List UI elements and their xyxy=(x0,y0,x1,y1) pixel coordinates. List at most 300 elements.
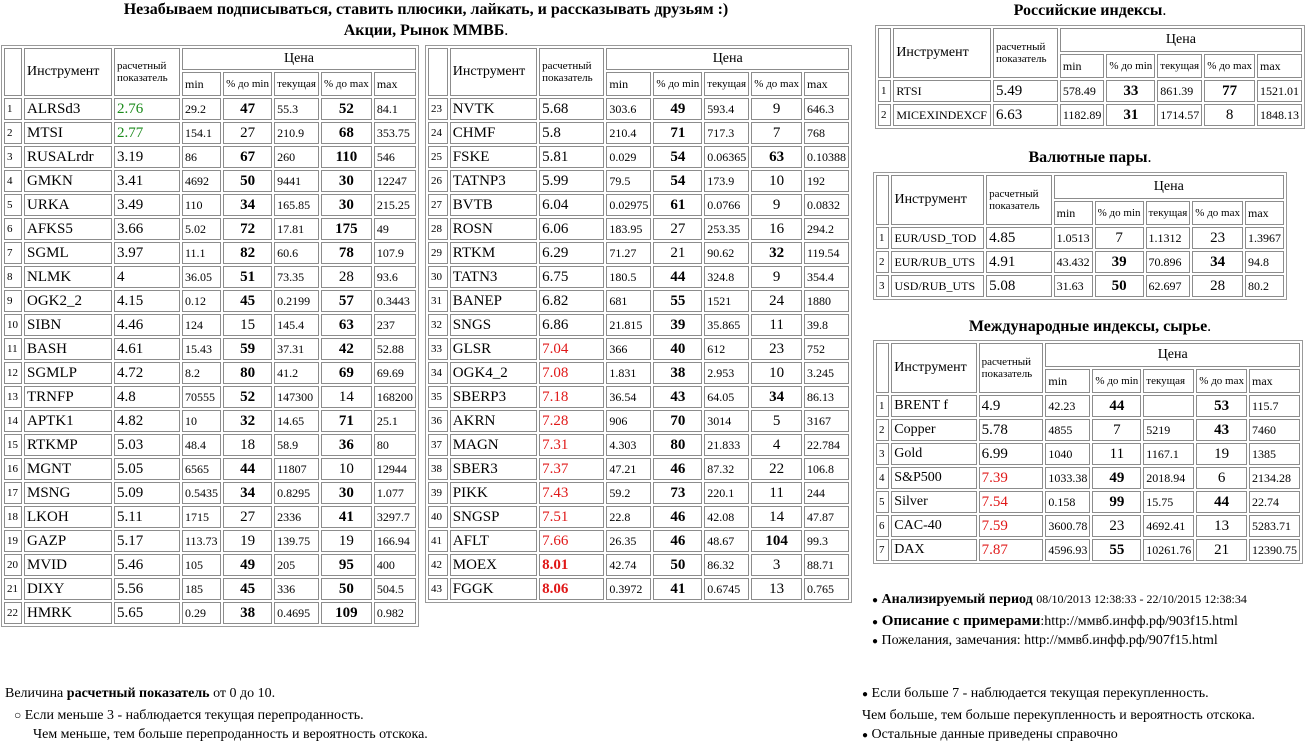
pct-max-cell: 69 xyxy=(321,362,372,384)
header-price: Цена xyxy=(606,48,849,70)
table-row xyxy=(428,170,849,192)
instrument-cell: Gold xyxy=(891,443,976,465)
table-row xyxy=(428,146,849,168)
pct-min-cell: 59 xyxy=(223,338,272,360)
table-row xyxy=(4,314,416,336)
pct-min-cell: 39 xyxy=(653,314,702,336)
min-cell: 6565 xyxy=(182,458,221,480)
ru-indices-title-dot: . xyxy=(1162,2,1167,19)
calc-value: 6.86 xyxy=(539,314,604,336)
stocks-table-left xyxy=(1,45,419,627)
header-pct-min: % до min xyxy=(223,72,272,96)
current-cell: 0.06365 xyxy=(704,146,749,168)
max-cell: 166.94 xyxy=(374,530,416,552)
min-cell: 1182.89 xyxy=(1060,104,1105,126)
table-row xyxy=(428,242,849,264)
current-cell: 21.833 xyxy=(704,434,749,456)
current-cell: 593.4 xyxy=(704,98,749,120)
instrument-cell: URKA xyxy=(24,194,112,216)
table-row xyxy=(4,602,416,624)
table-row xyxy=(4,434,416,456)
pct-min-cell: 71 xyxy=(653,122,702,144)
row-number: 7 xyxy=(4,242,22,264)
row-number: 15 xyxy=(4,434,22,456)
instrument-cell: BANEP xyxy=(450,290,537,312)
instrument-cell: MVID xyxy=(24,554,112,576)
row-number: 38 xyxy=(428,458,448,480)
table-row xyxy=(428,218,849,240)
instrument-cell: SGML xyxy=(24,242,112,264)
pct-min-cell: 33 xyxy=(1106,80,1155,102)
min-cell: 366 xyxy=(606,338,651,360)
max-cell: 86.13 xyxy=(804,386,849,408)
instrument-cell: TATNP3 xyxy=(450,170,537,192)
max-cell: 5283.71 xyxy=(1249,515,1300,537)
calc-value: 8.06 xyxy=(539,578,604,600)
row-number: 6 xyxy=(876,515,889,537)
fx-title-text: Валютные пары xyxy=(1028,149,1148,166)
row-number: 14 xyxy=(4,410,22,432)
pct-max-cell: 63 xyxy=(321,314,372,336)
current-cell: 2018.94 xyxy=(1143,467,1194,489)
current-cell: 2.953 xyxy=(704,362,749,384)
pct-min-cell: 27 xyxy=(223,506,272,528)
pct-max-cell: 23 xyxy=(751,338,802,360)
max-cell: 1385 xyxy=(1249,443,1300,465)
min-cell: 11.1 xyxy=(182,242,221,264)
pct-min-cell: 18 xyxy=(223,434,272,456)
header-pct-min: % до min xyxy=(653,72,702,96)
pct-max-cell: 77 xyxy=(1204,80,1255,102)
table-row xyxy=(4,218,416,240)
period-label: Анализируемый период xyxy=(881,592,1033,607)
max-cell: 69.69 xyxy=(374,362,416,384)
header-row xyxy=(876,175,1284,199)
fx-table xyxy=(873,172,1287,300)
pct-max-cell: 50 xyxy=(321,578,372,600)
min-cell: 5.02 xyxy=(182,218,221,240)
pct-min-cell: 34 xyxy=(223,482,272,504)
row-number: 30 xyxy=(428,266,448,288)
pct-max-cell: 104 xyxy=(751,530,802,552)
max-cell: 84.1 xyxy=(374,98,416,120)
current-cell: 1.1312 xyxy=(1146,227,1191,249)
bullet-icon: ● xyxy=(872,636,879,647)
calc-value: 3.49 xyxy=(114,194,180,216)
max-cell: 39.8 xyxy=(804,314,849,336)
instrument-cell: SGMLP xyxy=(24,362,112,384)
period-line xyxy=(872,592,1247,608)
calc-value: 4.61 xyxy=(114,338,180,360)
table-row xyxy=(4,554,416,576)
pct-min-cell: 46 xyxy=(653,506,702,528)
instrument-cell: AFKS5 xyxy=(24,218,112,240)
instrument-cell: TRNFP xyxy=(24,386,112,408)
row-number: 42 xyxy=(428,554,448,576)
current-cell: 145.4 xyxy=(274,314,319,336)
min-cell: 59.2 xyxy=(606,482,651,504)
pct-max-cell: 52 xyxy=(321,98,372,120)
pct-max-cell: 10 xyxy=(751,170,802,192)
calc-value: 5.68 xyxy=(539,98,604,120)
pct-min-cell: 50 xyxy=(223,170,272,192)
header-instrument: Инструмент xyxy=(893,28,991,78)
instrument-cell: SNGS xyxy=(450,314,537,336)
table-row xyxy=(428,506,849,528)
header-calc: расчетный показатель xyxy=(539,48,604,96)
current-cell: 35.865 xyxy=(704,314,749,336)
instrument-cell: CAC-40 xyxy=(891,515,976,537)
table-row xyxy=(876,419,1300,441)
pct-min-cell: 70 xyxy=(653,410,702,432)
max-cell: 353.75 xyxy=(374,122,416,144)
row-number: 40 xyxy=(428,506,448,528)
min-cell: 185 xyxy=(182,578,221,600)
calc-value: 5.46 xyxy=(114,554,180,576)
max-cell: 0.10388 xyxy=(804,146,849,168)
table-row xyxy=(4,386,416,408)
pct-min-cell: 43 xyxy=(653,386,702,408)
current-cell: 0.4695 xyxy=(274,602,319,624)
pct-min-cell: 15 xyxy=(223,314,272,336)
table-row xyxy=(4,410,416,432)
current-cell: 2336 xyxy=(274,506,319,528)
current-cell: 0.2199 xyxy=(274,290,319,312)
min-cell: 4.303 xyxy=(606,434,651,456)
min-cell: 8.2 xyxy=(182,362,221,384)
pct-max-cell: 110 xyxy=(321,146,372,168)
calc-value: 5.03 xyxy=(114,434,180,456)
calc-value: 4.15 xyxy=(114,290,180,312)
calc-value: 5.65 xyxy=(114,602,180,624)
calc-value: 5.05 xyxy=(114,458,180,480)
table-row xyxy=(876,251,1284,273)
pct-max-cell: 11 xyxy=(751,482,802,504)
row-number: 8 xyxy=(4,266,22,288)
pct-min-cell: 99 xyxy=(1092,491,1141,513)
intl-table xyxy=(873,340,1303,564)
max-cell: 80.2 xyxy=(1245,275,1284,297)
header-min: min xyxy=(1060,54,1105,78)
max-cell: 192 xyxy=(804,170,849,192)
header-line2-text: Акции, Рынок ММВБ xyxy=(343,22,505,39)
current-cell: 220.1 xyxy=(704,482,749,504)
table-row xyxy=(878,80,1302,102)
row-number: 13 xyxy=(4,386,22,408)
instrument-cell: USD/RUB_UTS xyxy=(891,275,984,297)
min-cell: 1.0513 xyxy=(1054,227,1093,249)
pct-min-cell: 61 xyxy=(653,194,702,216)
max-cell: 0.0832 xyxy=(804,194,849,216)
calc-value: 6.82 xyxy=(539,290,604,312)
header-price: Цена xyxy=(182,48,416,70)
row-number: 27 xyxy=(428,194,448,216)
max-cell: 1848.13 xyxy=(1257,104,1302,126)
pct-min-cell: 45 xyxy=(223,578,272,600)
ru-indices-table xyxy=(875,25,1305,129)
instrument-cell: MSNG xyxy=(24,482,112,504)
footer-r2: Чем больше, тем больше перекупленность и вероятность отскока. xyxy=(862,708,1256,723)
instrument-cell: BASH xyxy=(24,338,112,360)
current-cell: 62.697 xyxy=(1146,275,1191,297)
pct-max-cell: 43 xyxy=(1196,419,1247,441)
current-cell: 15.75 xyxy=(1143,491,1194,513)
header-calc: расчетный показатель xyxy=(114,48,180,96)
current-cell: 11807 xyxy=(274,458,319,480)
instrument-cell: RTKM xyxy=(450,242,537,264)
header-instrument: Инструмент xyxy=(24,48,112,96)
calc-value: 7.28 xyxy=(539,410,604,432)
min-cell: 4692 xyxy=(182,170,221,192)
row-number: 3 xyxy=(876,443,889,465)
pct-max-cell: 5 xyxy=(751,410,802,432)
table-row xyxy=(876,467,1300,489)
calc-value: 5.56 xyxy=(114,578,180,600)
current-cell: 10261.76 xyxy=(1143,539,1194,561)
table-row xyxy=(876,227,1284,249)
current-cell: 205 xyxy=(274,554,319,576)
min-cell: 36.54 xyxy=(606,386,651,408)
max-cell: 22.784 xyxy=(804,434,849,456)
desc-link[interactable]: :http://ммвб.инфф.рф/903f15.html xyxy=(1040,614,1238,629)
calc-value: 4.82 xyxy=(114,410,180,432)
header-price: Цена xyxy=(1054,175,1284,199)
current-cell: 90.62 xyxy=(704,242,749,264)
current-cell: 37.31 xyxy=(274,338,319,360)
min-cell: 0.29 xyxy=(182,602,221,624)
header-line2-dot: . xyxy=(504,22,509,39)
footer-r3-text: Остальные данные приведены справочно xyxy=(871,727,1118,742)
pct-max-cell: 53 xyxy=(1196,395,1247,417)
row-number: 12 xyxy=(4,362,22,384)
max-cell: 1.3967 xyxy=(1245,227,1284,249)
pct-max-cell: 24 xyxy=(751,290,802,312)
pct-max-cell: 34 xyxy=(1192,251,1243,273)
calc-value: 5.99 xyxy=(539,170,604,192)
max-cell: 400 xyxy=(374,554,416,576)
instrument-cell: AFLT xyxy=(450,530,537,552)
max-cell: 12390.75 xyxy=(1249,539,1300,561)
pct-max-cell: 9 xyxy=(751,98,802,120)
max-cell: 12944 xyxy=(374,458,416,480)
pct-max-cell: 13 xyxy=(1196,515,1247,537)
instrument-cell: SNGSP xyxy=(450,506,537,528)
header-pct-min: % до min xyxy=(1106,54,1155,78)
max-cell: 12247 xyxy=(374,170,416,192)
calc-value: 7.37 xyxy=(539,458,604,480)
pct-min-cell: 55 xyxy=(653,290,702,312)
current-cell: 1521 xyxy=(704,290,749,312)
pct-max-cell: 41 xyxy=(321,506,372,528)
instrument-cell: RTKMP xyxy=(24,434,112,456)
instrument-cell: Copper xyxy=(891,419,976,441)
pct-max-cell: 21 xyxy=(1196,539,1247,561)
table-row xyxy=(428,338,849,360)
min-cell: 42.74 xyxy=(606,554,651,576)
instrument-cell: S&P500 xyxy=(891,467,976,489)
row-number: 33 xyxy=(428,338,448,360)
header-line2 xyxy=(0,22,852,40)
instrument-cell: FGGK xyxy=(450,578,537,600)
max-cell: 504.5 xyxy=(374,578,416,600)
instrument-cell: PIKK xyxy=(450,482,537,504)
table-row xyxy=(4,338,416,360)
current-cell: 17.81 xyxy=(274,218,319,240)
calc-value: 6.04 xyxy=(539,194,604,216)
calc-value: 5.11 xyxy=(114,506,180,528)
pct-max-cell: 30 xyxy=(321,170,372,192)
max-cell: 0.765 xyxy=(804,578,849,600)
min-cell: 47.21 xyxy=(606,458,651,480)
header-row xyxy=(878,28,1302,52)
current-cell: 173.9 xyxy=(704,170,749,192)
row-number: 6 xyxy=(4,218,22,240)
pct-min-cell: 44 xyxy=(223,458,272,480)
pct-max-cell: 44 xyxy=(1196,491,1247,513)
pct-min-cell: 38 xyxy=(223,602,272,624)
table-row xyxy=(428,290,849,312)
min-cell: 0.158 xyxy=(1045,491,1090,513)
max-cell: 7460 xyxy=(1249,419,1300,441)
row-number: 3 xyxy=(4,146,22,168)
current-cell: 1714.57 xyxy=(1157,104,1202,126)
current-cell: 336 xyxy=(274,578,319,600)
table-row xyxy=(4,146,416,168)
calc-value: 5.09 xyxy=(114,482,180,504)
header-blank xyxy=(876,343,889,393)
instrument-cell: HMRK xyxy=(24,602,112,624)
pct-max-cell: 4 xyxy=(751,434,802,456)
header-min: min xyxy=(1045,369,1090,393)
footer-r3 xyxy=(862,727,1118,743)
pct-min-cell: 45 xyxy=(223,290,272,312)
table-row xyxy=(428,434,849,456)
current-cell: 42.08 xyxy=(704,506,749,528)
max-cell: 1880 xyxy=(804,290,849,312)
instrument-cell: MOEX xyxy=(450,554,537,576)
header-price: Цена xyxy=(1060,28,1302,52)
pct-min-cell: 46 xyxy=(653,458,702,480)
pct-min-cell: 46 xyxy=(653,530,702,552)
current-cell: 1167.1 xyxy=(1143,443,1194,465)
min-cell: 578.49 xyxy=(1060,80,1105,102)
circle-bullet-icon: ○ xyxy=(14,708,22,722)
pct-min-cell: 47 xyxy=(223,98,272,120)
pct-max-cell: 14 xyxy=(751,506,802,528)
header-current: текущая xyxy=(1157,54,1202,78)
intl-title-dot: . xyxy=(1207,318,1212,335)
table-row xyxy=(4,458,416,480)
max-cell: 94.8 xyxy=(1245,251,1284,273)
pct-max-cell: 63 xyxy=(751,146,802,168)
table-row xyxy=(876,515,1300,537)
header-min: min xyxy=(182,72,221,96)
row-number: 41 xyxy=(428,530,448,552)
row-number: 29 xyxy=(428,242,448,264)
calc-value: 7.51 xyxy=(539,506,604,528)
row-number: 5 xyxy=(876,491,889,513)
row-number: 19 xyxy=(4,530,22,552)
pct-min-cell: 40 xyxy=(653,338,702,360)
pct-max-cell: 14 xyxy=(321,386,372,408)
min-cell: 0.5435 xyxy=(182,482,221,504)
instrument-cell: CHMF xyxy=(450,122,537,144)
max-cell: 768 xyxy=(804,122,849,144)
min-cell: 105 xyxy=(182,554,221,576)
instrument-cell: BVTB xyxy=(450,194,537,216)
pct-min-cell: 54 xyxy=(653,170,702,192)
current-cell: 165.85 xyxy=(274,194,319,216)
row-number: 43 xyxy=(428,578,448,600)
row-number: 11 xyxy=(4,338,22,360)
current-cell: 861.39 xyxy=(1157,80,1202,102)
instrument-cell: DAX xyxy=(891,539,976,561)
row-number: 39 xyxy=(428,482,448,504)
pct-max-cell: 7 xyxy=(751,122,802,144)
row-number: 28 xyxy=(428,218,448,240)
instrument-cell: MTSI xyxy=(24,122,112,144)
calc-value: 5.49 xyxy=(993,80,1058,102)
row-number: 9 xyxy=(4,290,22,312)
pct-max-cell: 95 xyxy=(321,554,372,576)
row-number: 17 xyxy=(4,482,22,504)
calc-value: 3.19 xyxy=(114,146,180,168)
table-row xyxy=(428,410,849,432)
instrument-cell: APTK1 xyxy=(24,410,112,432)
instrument-cell: SBERP3 xyxy=(450,386,537,408)
min-cell: 43.432 xyxy=(1054,251,1093,273)
pct-max-cell: 30 xyxy=(321,194,372,216)
pct-max-cell: 9 xyxy=(751,266,802,288)
calc-value: 4.85 xyxy=(986,227,1052,249)
current-cell: 147300 xyxy=(274,386,319,408)
table-row xyxy=(428,530,849,552)
instrument-cell: EUR/USD_TOD xyxy=(891,227,984,249)
row-number: 18 xyxy=(4,506,22,528)
current-cell: 0.6745 xyxy=(704,578,749,600)
min-cell: 71.27 xyxy=(606,242,651,264)
table-row xyxy=(4,266,416,288)
max-cell: 93.6 xyxy=(374,266,416,288)
pct-min-cell: 55 xyxy=(1092,539,1141,561)
row-number: 32 xyxy=(428,314,448,336)
calc-value: 7.66 xyxy=(539,530,604,552)
table-row xyxy=(428,578,849,600)
table-row xyxy=(428,194,849,216)
header-calc: расчетный показатель xyxy=(986,175,1052,225)
min-cell: 681 xyxy=(606,290,651,312)
pct-max-cell: 109 xyxy=(321,602,372,624)
min-cell: 21.815 xyxy=(606,314,651,336)
current-cell: 9441 xyxy=(274,170,319,192)
current-cell: 60.6 xyxy=(274,242,319,264)
calc-value: 2.76 xyxy=(114,98,180,120)
header-row xyxy=(4,48,416,70)
header-blank xyxy=(878,28,891,78)
pct-min-cell: 23 xyxy=(1092,515,1141,537)
pct-max-cell: 34 xyxy=(751,386,802,408)
max-cell: 354.4 xyxy=(804,266,849,288)
calc-value: 7.39 xyxy=(979,467,1044,489)
current-cell: 86.32 xyxy=(704,554,749,576)
row-number: 2 xyxy=(878,104,891,126)
min-cell: 0.3972 xyxy=(606,578,651,600)
min-cell: 15.43 xyxy=(182,338,221,360)
row-number: 3 xyxy=(876,275,889,297)
row-number: 31 xyxy=(428,290,448,312)
row-number: 16 xyxy=(4,458,22,480)
table-row xyxy=(4,578,416,600)
